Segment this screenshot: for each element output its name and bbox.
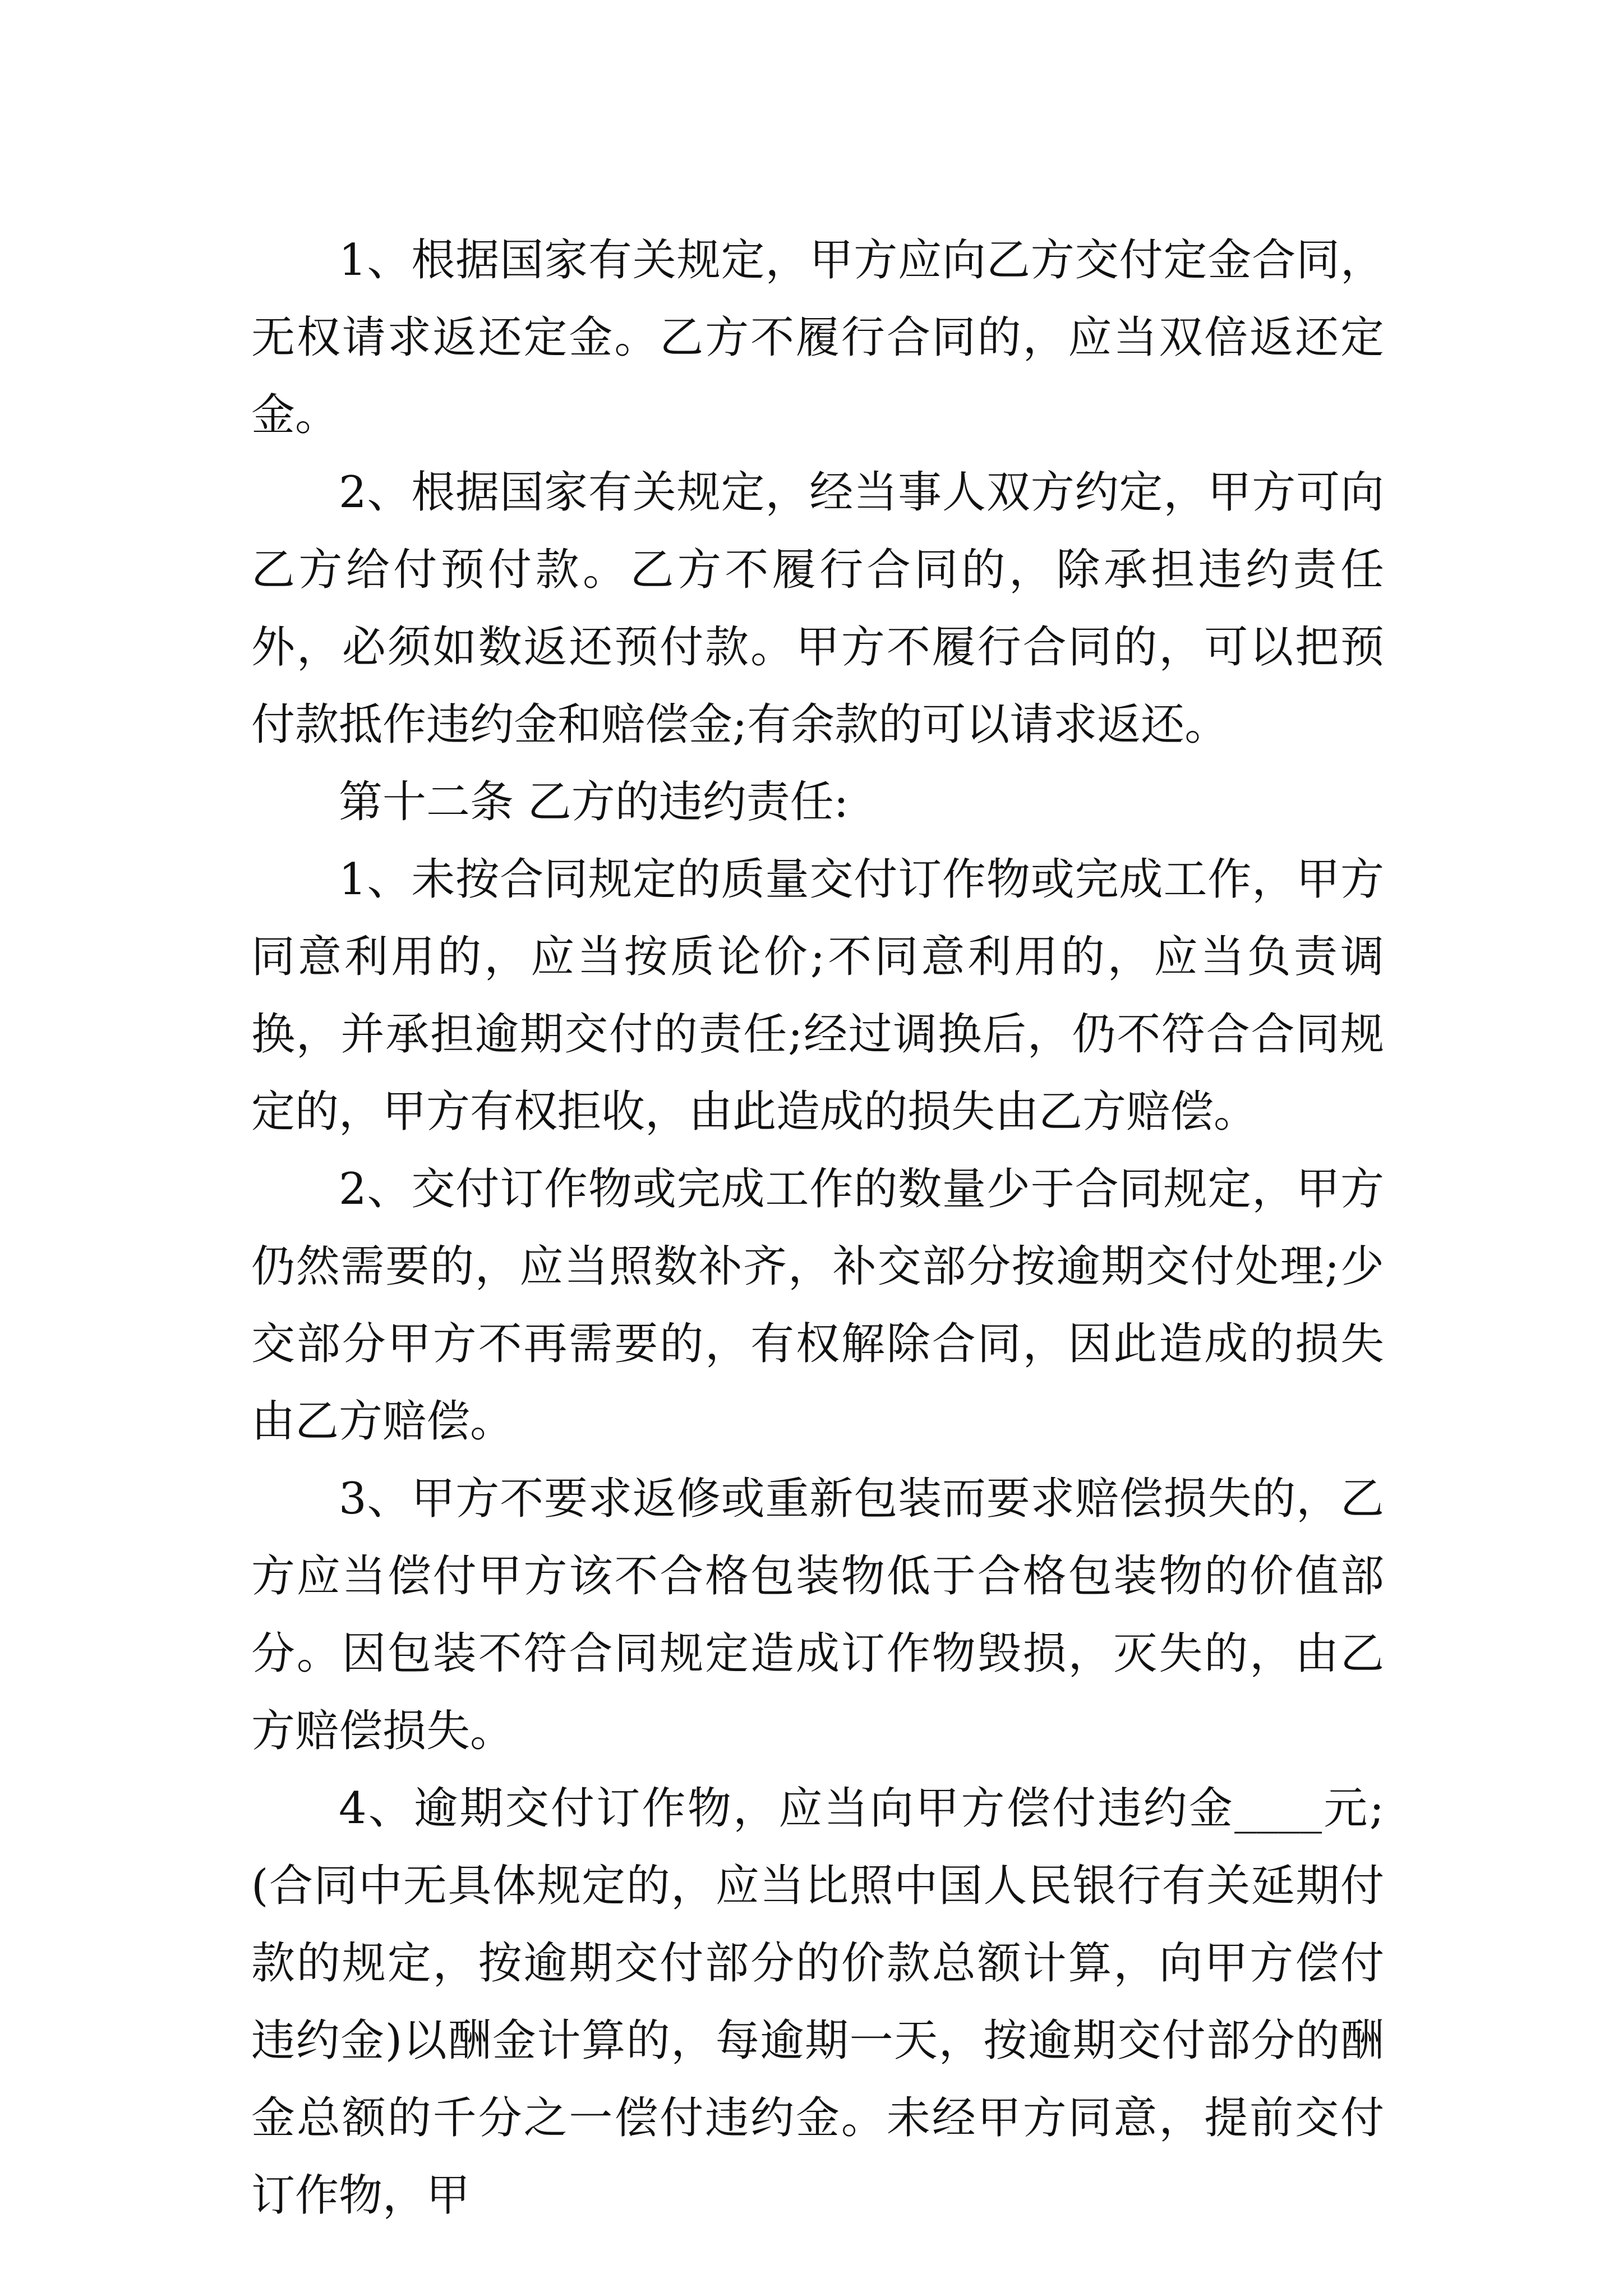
paragraph-quantity: 2、交付订作物或完成工作的数量少于合同规定，甲方仍然需要的，应当照数补齐，补交部分按逾期交付处理;少交部分甲方不再需要的，有权解除合同，因此造成的损失由乙方赔偿。 [251, 1164, 1384, 1447]
paragraph-deposit: 1、根据国家有关规定，甲方应向乙方交付定金合同，无权请求返还定金。乙方不履行合同的，应当双倍返还定金。 [251, 235, 1384, 440]
document-body [251, 222, 1384, 2234]
paragraph-prepayment: 2、根据国家有关规定，经当事人双方约定，甲方可向乙方给付预付款。乙方不履行合同的，除承担违约责任外，必须如数返还预付款。甲方不履行合同的，可以把预付款抵作违约金和赔偿金;有余款的可以请求返还。 [251, 467, 1384, 750]
paragraph-late-delivery: 4、逾期交付订作物，应当向甲方偿付违约金____元;(合同中无具体规定的，应当比照中国人民银行有关延期付款的规定，按逾期交付部分的价款总额计算，向甲方偿付违约金)以酬金计算的，每逾期一天，按逾期交付部分的酬金总额的千分之一偿付违约金。未经甲方同意，提前交付订作物，甲 [251, 1783, 1384, 2221]
paragraph-quality: 1、未按合同规定的质量交付订作物或完成工作，甲方同意利用的，应当按质论价;不同意利用的，应当负责调换，并承担逾期交付的责任;经过调换后，仍不符合合同规定的，甲方有权拒收，由此造成的损失由乙方赔偿。 [251, 854, 1384, 1137]
paragraph-packaging: 3、甲方不要求返修或重新包装而要求赔偿损失的，乙方应当偿付甲方该不合格包装物低于合格包装物的价值部分。因包装不符合同规定造成订作物毁损，灭失的，由乙方赔偿损失。 [251, 1474, 1384, 1756]
article-heading: 第十二条 乙方的违约责任: [339, 777, 849, 827]
